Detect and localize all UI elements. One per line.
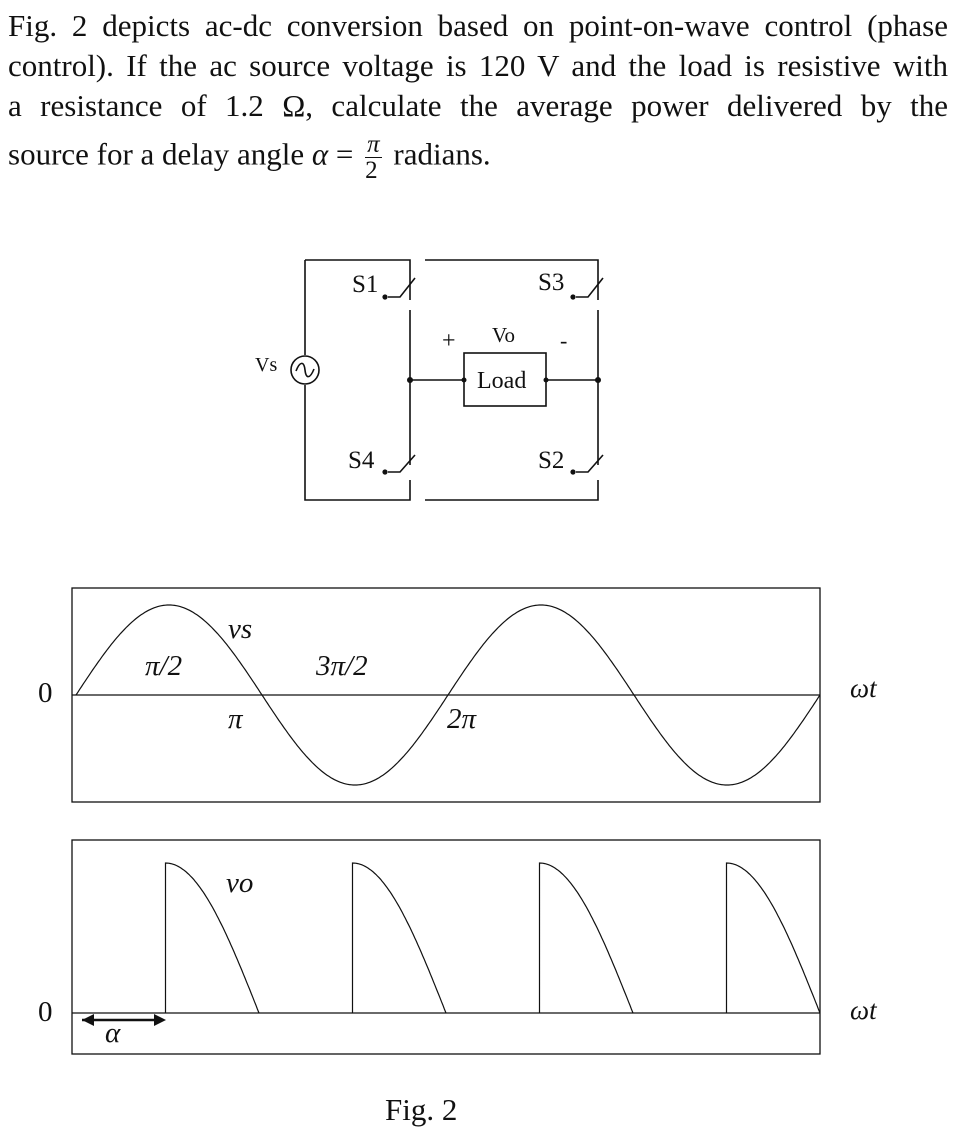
switch-s1-label: S1 (352, 271, 379, 298)
output-pulse (540, 863, 634, 1013)
tick-three-pi-half-label: 3π/2 (316, 650, 368, 682)
problem-line-4-before: source for a delay angle (8, 136, 305, 172)
output-curve-label: vo (226, 867, 254, 899)
load-label: Load (477, 368, 527, 394)
problem-line-1: Fig. 2 depicts ac-dc conversion based on point-on-wave control (phase (8, 8, 948, 43)
source-label: Vs (255, 354, 278, 376)
equals-sign: = (335, 136, 354, 172)
source-curve-label: vs (228, 613, 253, 645)
output-voltage-pulses (166, 863, 821, 1013)
output-plot-frame (72, 840, 820, 1054)
delay-angle-label: α (105, 1017, 121, 1049)
source-plot-axis-label: ωt (850, 673, 877, 703)
switch-s4-label: S4 (348, 447, 375, 474)
switch-s2-label: S2 (538, 447, 565, 474)
output-pulse (727, 863, 821, 1013)
tick-pi-label: π (228, 703, 243, 735)
output-plot-axis-label: ωt (850, 995, 877, 1025)
sine-glyph-icon (296, 363, 314, 376)
source-plot-zero-label: 0 (38, 677, 53, 709)
switch-s3-label: S3 (538, 269, 565, 296)
fraction-denominator: 2 (365, 157, 378, 184)
minus-sign: - (560, 328, 568, 353)
output-voltage-label: Vo (492, 323, 515, 347)
plus-sign: + (442, 328, 456, 354)
fraction-numerator: π (367, 131, 380, 158)
tick-pi-half-label: π/2 (145, 650, 183, 682)
problem-line-3: a resistance of 1.2 Ω, calculate the average power delivered by the (8, 88, 948, 123)
tick-two-pi-label: 2π (447, 703, 477, 735)
figure-caption: Fig. 2 (385, 1092, 458, 1127)
problem-line-4-after: radians. (393, 136, 491, 172)
problem-line-2: control). If the ac source voltage is 120 V and the load is resistive with (8, 48, 948, 83)
alpha-symbol: α (311, 136, 329, 172)
output-plot-zero-label: 0 (38, 996, 53, 1028)
delay-arrow (82, 1014, 166, 1026)
output-pulse (353, 863, 447, 1013)
